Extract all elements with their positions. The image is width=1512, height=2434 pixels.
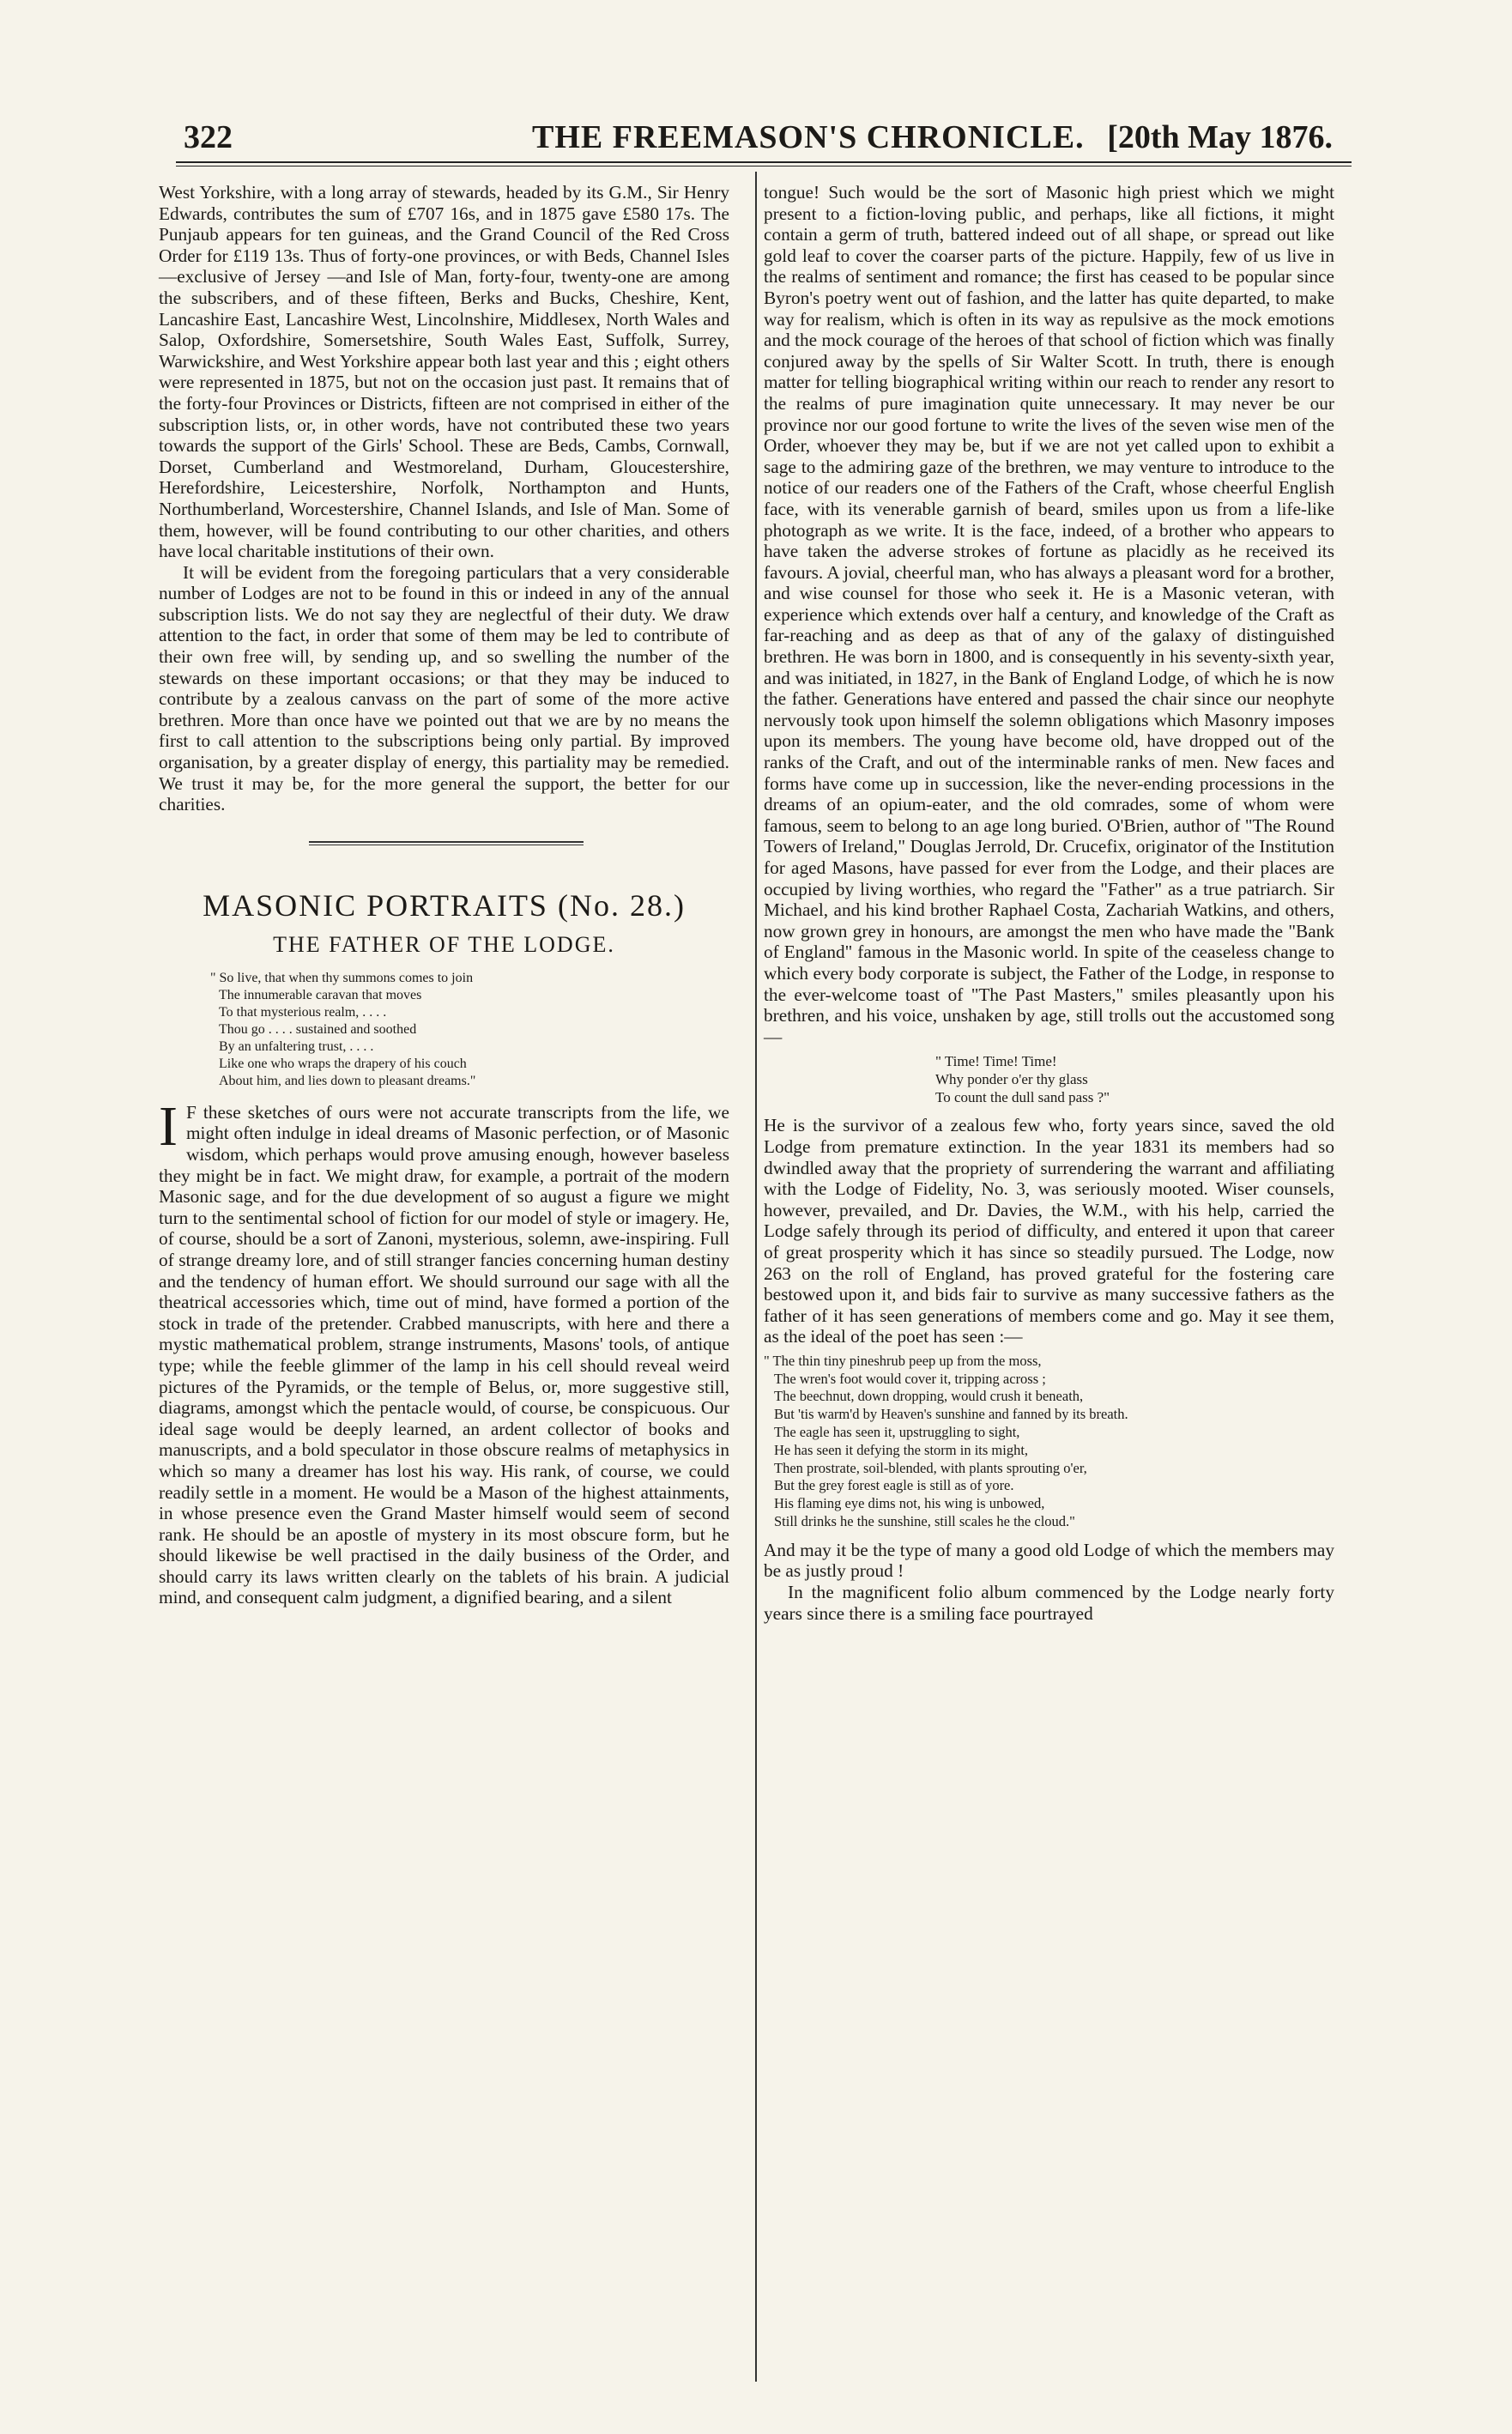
poem-verse xyxy=(764,1353,1334,1531)
article-subheading: THE FATHER OF THE LODGE. xyxy=(273,931,615,957)
verse-line: But 'tis warm'd by Heaven's sunshine and fanned by its breath. xyxy=(774,1406,1128,1423)
song-verse xyxy=(935,1052,1334,1106)
verse-line: By an unfaltering trust, . . . . xyxy=(219,1038,374,1054)
paragraph: It will be evident from the foregoing particulars that a very considerable number of Lodges are not to be found in this or indeed in any of the annual subscription lists. We do not say they are neglectful of their duty. We draw attention to the fact, in order that some of them may be led to contribute of their own free will, by sending up, and so swelling the number of the stewards on these important occasions; or that they may be induced to contribute by a zealous canvass on the part of some of the more active brethren. More than once have we pointed out that we are by no means the first to call attention to the subscriptions being only partial. By improved organisation, by a greater display of energy, this partiality may be remedied. We trust it may be, for the more general the support, the better for our charities. xyxy=(159,561,729,815)
paragraph xyxy=(159,1094,729,1608)
section-separator xyxy=(159,815,729,870)
header-rule-thin xyxy=(176,166,1352,167)
left-column xyxy=(159,182,729,1608)
verse-line: " Time! Time! Time! xyxy=(935,1053,1057,1070)
separator-rule xyxy=(309,841,584,843)
verse-line: Then prostrate, soil-blended, with plants sprouting o'er, xyxy=(774,1459,1087,1476)
verse-line: The innumerable caravan that moves xyxy=(219,987,422,1002)
verse-line: Thou go . . . . sustained and soothed xyxy=(219,1021,417,1037)
paragraph: West Yorkshire, with a long array of stewards, headed by its G.M., Sir Henry Edwards, contributes the sum of £707 16s, and in 1875 gave £580 17s. The Punjaub appears for ten guineas, and the Grand Council of the Red Cross Order for £119 13s. Thus of forty-one provinces, or with Beds, Channel Isles—exclusive of Jersey —and Isle of Man, forty-four, twenty-one are among the subscribers, and of these fifteen, Berks and Bucks, Cheshire, Kent, Lancashire East, Lancashire West, Lincolnshire, Middlesex, North Wales and Salop, Oxfordshire, Somersetshire, South Wales East, Suffolk, Surrey, Warwickshire, and West Yorkshire appear both last year and this ; eight others were represented in 1875, but not on the occasion just past. It remains that of the forty-four Provinces or Districts, fifteen are not comprised in either of the subscription lists, or, in other words, have not contributed these two years towards the support of the Girls' School. These are Beds, Cambs, Cornwall, Dorset, Cumberland and Westmoreland, Durham, Gloucestershire, Herefordshire, Leicestershire, Norfolk, Northampton and Hunts, Northumberland, Worcestershire, Channel Islands, and Isle of Man. Some of them, however, will be found contributing to our other charities, and others have local charitable institutions of their own. xyxy=(159,182,729,562)
verse-line: Still drinks he the sunshine, still scales he the cloud." xyxy=(774,1513,1075,1530)
verse-line: He has seen it defying the storm in its might, xyxy=(774,1441,1029,1458)
verse-line: But the grey forest eagle is still as of yore. xyxy=(774,1477,1014,1494)
header-rule xyxy=(176,161,1352,163)
paragraph: And may it be the type of many a good old Lodge of which the members may be as justly proud ! xyxy=(764,1539,1334,1582)
verse-line: His flaming eye dims not, his wing is unbowed, xyxy=(774,1495,1045,1512)
verse-line: The wren's foot would cover it, tripping across ; xyxy=(774,1370,1046,1387)
epigraph-verse xyxy=(210,970,729,1090)
publication-title: THE FREEMASON'S CHRONICLE. xyxy=(532,119,1085,155)
verse-line: The eagle has seen it, upstruggling to sight, xyxy=(774,1424,1020,1441)
article-heading: MASONIC PORTRAITS (No. 28.) xyxy=(203,887,686,923)
verse-line: Like one who wraps the drapery of his couch xyxy=(219,1056,467,1071)
column-divider xyxy=(755,172,757,2382)
issue-date: [20th May 1876. xyxy=(1107,119,1333,155)
verse-line: About him, and lies down to pleasant dreams." xyxy=(219,1073,476,1088)
paragraph: tongue! Such would be the sort of Masonic high priest which we might present to a fiction-loving public, and perhaps, like all fictions, it might contain a germ of truth, battered indeed out of all shape, or spread out like gold leaf to cover the coarser parts of the picture. Happily, few of us live in the realms of sentiment and romance; the first has ceased to be popular since Byron's poetry went out of fashion, and the latter has quite departed, to make way for realism, which is often in its way as repulsive as the mock emotions and the mock courage of the heroes of that school of fiction which was finally conjured away by the spells of Sir Walter Scott. In truth, there is enough matter for telling biographical writing within our reach to render any resort to the realms of pure imagination quite unnecessary. It may never be our province nor our good fortune to write the lives of the seven wise men of the Order, whoever they may be, but if we are not yet called upon to exhibit a sage to the admiring gaze of the brethren, we may venture to introduce to the notice of our readers one of the Fathers of the Craft, whose cheerful English face, with its venerable garnish of beard, smiles upon us from a life-like photograph as we write. It is the face, indeed, of a brother who appears to have taken the adverse strokes of fortune as placidly as he received its favours. A jovial, cheerful man, who has always a pleasant word for a brother, and wise counsel for those who seek it. He is a Masonic veteran, with experience which extends over half a century, and knowledge of the Craft as far-reaching and as deep as that of any of the galaxy of distinguished brethren. He was born in 1800, and is consequently in his seventy-sixth year, and was initiated, in 1827, in the Bank of England Lodge, of which he is now the father. Generations have entered and passed the chair since our neophyte nervously took upon himself the solemn obligations which Masonry imposes upon its members. The young have become old, have dropped out of the ranks of the Craft, and out of the interminable ranks of men. New faces and forms have come up in succession, like the never-ending processions in the dreams of an opium-eater, and the old comrades, some of whom were famous, seem to belong to an age long buried. O'Brien, author of "The Round Towers of Ireland," Douglas Jerrold, Dr. Crucefix, originator of the Institution for aged Masons, have passed for ever from the Lodge, and their places are occupied by living worthies, who regard the "Father" as a true patriarch. Sir Michael, and his kind brother Raphael Costa, Zachariah Watkins, and others, now grown grey in honours, are amongst the men who have made the "Bank of England" famous in the Masonic world. In spite of the ceaseless change to which every body corporate is subject, the Father of the Lodge, in response to the ever-welcome toast of "The Past Masters," smiles pleasantly upon his brethren, and his voice, unshaken by age, still trolls out the accustomed song— xyxy=(764,182,1334,1047)
paragraph: In the magnificent folio album commenced by the Lodge nearly forty years since there is a smiling face pourtrayed xyxy=(764,1582,1334,1624)
paragraph: He is the survivor of a zealous few who, forty years since, saved the old Lodge from premature extinction. In the year 1831 its members had so dwindled away that the propriety of surrendering the warrant and affiliating with the Lodge of Fidelity, No. 3, was seriously mooted. Wiser counsels, however, prevailed, and Dr. Davies, the W.M., with his help, carried the Lodge safely through its period of difficulty, and entered it upon that career of great prosperity which it has since so steadily pursued. The Lodge, now 263 on the roll of England, has proved grateful for the fostering care bestowed upon it, and bids fair to survive as many successive fathers as the father of it has seen generations of members come and go. May it see them, as the ideal of the poet has seen :— xyxy=(764,1115,1334,1347)
verse-line: The beechnut, down dropping, would crush it beneath, xyxy=(774,1388,1084,1405)
page-number: 322 xyxy=(184,119,233,155)
verse-line: " The thin tiny pineshrub peep up from the moss, xyxy=(764,1352,1042,1369)
paragraph-text: F these sketches of ours were not accurate transcripts from the life, we might often indulge in ideal dreams of Masonic perfection, or of Masonic wisdom, which perhaps would prove amusing enough, however baseless they might be in fact. We might draw, for example, a portrait of the modern Masonic sage, and for the due development of so august a figure we might turn to the sentimental school of fiction for our model of style or imagery. He, of course, should be a sort of Zanoni, mysterious, solemn, awe-inspiring. Full of strange dreamy lore, and of still stranger fancies concerning human destiny and the tendency of human effort. We should surround our sage with all the theatrical accessories which, time out of mind, have formed a portion of the stock in trade of the pretender. Crabbed manuscripts, with here and there a mystic mathematical problem, strange instruments, Masons' tools, of antique type; while the feeble glimmer of the lamp in his cell should reveal weird pictures of the Pyramids, or the temple of Belus, or, more suggestive still, diagrams, amongst which the pentacle would, of course, be conspicuous. Our ideal sage would be deeply learned, an ardent collector of books and manuscripts, and a bold speculator in those obscure realms of metaphysics in which so many a dreamer has lost his way. His rank, of course, we could readily settle in a moment. He would be a Mason of the highest attainments, in whose presence even the Grand Master himself would seem of second rank. He should be an apostle of mystery in its most obscure form, but he should likewise be well practised in the daily business of the Order, and should carry its laws written clearly on the tablets of his brain. A judicial mind, and consequent calm judgment, a dignified bearing, and a silent xyxy=(159,1101,729,1608)
masthead xyxy=(172,118,1343,167)
verse-line: Why ponder o'er thy glass xyxy=(935,1071,1088,1088)
verse-line: To count the dull sand pass ?" xyxy=(935,1089,1110,1106)
right-column xyxy=(764,182,1334,1624)
drop-cap: I xyxy=(159,1094,178,1158)
verse-line: " So live, that when thy summons comes to join xyxy=(210,970,474,985)
verse-line: To that mysterious realm, . . . . xyxy=(219,1004,387,1020)
